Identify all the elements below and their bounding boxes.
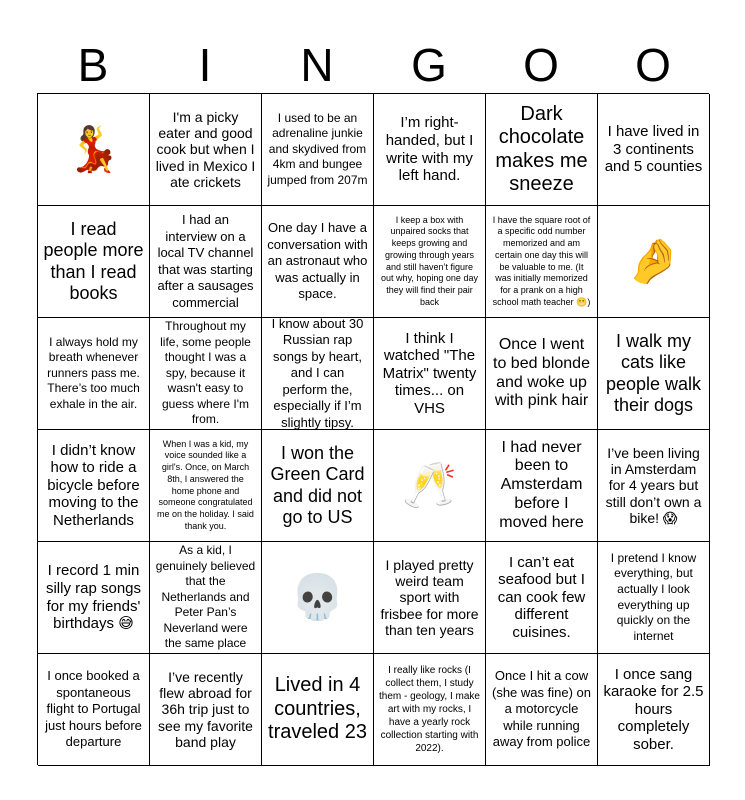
- cell-text: I'm a picky eater and good cook but when I lived in Mexico I ate crickets: [155, 108, 256, 191]
- cell-text: When I was a kid, my voice sounded like a girl's. Once, on March 8th, I answered the home phone and someone congratulated me on the holiday. I said thank you.: [157, 438, 254, 531]
- bingo-cell[interactable]: [150, 318, 262, 430]
- cell-text: I didn’t know how to ride a bicycle before moving to the Netherlands: [47, 441, 140, 529]
- bingo-header: [37, 36, 709, 94]
- cell-text: Once I hit a cow (she was fine) on a motorcycle while running away from police: [492, 668, 591, 750]
- cell-text: As a kid, I genuinely believed that the Netherlands and Peter Pan’s Neverland were the same place: [155, 542, 256, 651]
- cell-text: I’ve been living in Amsterdam for 4 years but still don’t own a bike! 😱: [605, 444, 702, 527]
- bingo-cell[interactable]: [262, 318, 374, 430]
- bingo-card-grid: [37, 93, 709, 765]
- dancer-icon: 💃: [66, 123, 121, 175]
- cell-text: I keep a box with unpaired socks that keeps growing and growing through years and still haven’t figure out why, hoping one day they will find their pair back: [381, 214, 478, 307]
- bingo-cell[interactable]: [150, 654, 262, 766]
- bingo-cell[interactable]: [486, 430, 598, 542]
- header-letter-b: B: [77, 39, 109, 91]
- cell-text: I can’t eat seafood but I can cook few different cuisines.: [497, 553, 586, 641]
- bingo-cell[interactable]: [486, 318, 598, 430]
- cell-text: Dark chocolate makes me sneeze: [495, 102, 588, 195]
- bingo-cell[interactable]: [598, 94, 710, 206]
- cell-text: I walk my cats like people walk their dogs: [605, 331, 702, 415]
- pinched-fingers-icon: 🤌: [626, 235, 681, 287]
- bingo-cell[interactable]: [598, 206, 710, 318]
- cell-text: I once booked a spontaneous flight to Portugal just hours before departure: [45, 668, 142, 750]
- header-letter-o: O: [523, 39, 559, 91]
- cell-text: I pretend I know everything, but actually I look everything up quickly on the internet: [610, 550, 697, 643]
- cell-text: I know about 30 Russian rap songs by heart, and I can perform the, especially if I’m slightly tipsy.: [271, 318, 364, 430]
- cell-text: I really like rocks (I collect them, I study them - geology, I make art with my rocks, I have a yearly rock collection starting with 2022).: [379, 665, 480, 754]
- bingo-cell[interactable]: [150, 206, 262, 318]
- cell-text: I have lived in 3 continents and 5 counties: [604, 123, 703, 176]
- bingo-cell[interactable]: [598, 430, 710, 542]
- bingo-cell[interactable]: [38, 542, 150, 654]
- bingo-cell[interactable]: [486, 654, 598, 766]
- bingo-cell[interactable]: [262, 430, 374, 542]
- bingo-cell[interactable]: [150, 94, 262, 206]
- bingo-cell[interactable]: [38, 94, 150, 206]
- bingo-cell[interactable]: [374, 654, 486, 766]
- cell-text: I’ve recently flew abroad for 36h trip just to see my favorite band play: [158, 668, 253, 751]
- skull-icon: 💀: [290, 571, 345, 623]
- cell-text: I always hold my breath whenever runners pass me. There’s too much exhale in the air.: [47, 334, 140, 411]
- bingo-cell[interactable]: [374, 206, 486, 318]
- bingo-cell[interactable]: [262, 206, 374, 318]
- bingo-cell[interactable]: [374, 542, 486, 654]
- cell-text: I had never been to Amsterdam before I moved here: [499, 438, 584, 531]
- header-letter-g: G: [411, 39, 447, 91]
- bingo-cell[interactable]: [374, 94, 486, 206]
- bingo-cell[interactable]: [150, 430, 262, 542]
- bingo-cell[interactable]: [262, 94, 374, 206]
- bingo-cell[interactable]: [374, 430, 486, 542]
- bingo-cell[interactable]: [598, 654, 710, 766]
- bingo-cell[interactable]: [374, 318, 486, 430]
- cell-text: I read people more than I read books: [43, 219, 144, 303]
- cell-text: I record 1 min silly rap songs for my friends' birthdays 😅: [45, 562, 142, 633]
- cell-text: Throughout my life, some people thought I was a spy, because it wasn't easy to guess where I'm from.: [160, 318, 251, 427]
- cell-text: Lived in 4 countries, traveled 23: [268, 674, 367, 744]
- header-letter-o-2: O: [635, 39, 671, 91]
- bingo-cell[interactable]: [486, 542, 598, 654]
- cell-text: I’m right-handed, but I write with my left hand.: [385, 114, 474, 185]
- bingo-cell[interactable]: [486, 94, 598, 206]
- bingo-cell[interactable]: [150, 542, 262, 654]
- bingo-cell[interactable]: [38, 654, 150, 766]
- cell-text: I think I watched "The Matrix" twenty times... on VHS: [382, 329, 477, 417]
- header-letter-n: N: [300, 39, 334, 91]
- bingo-cell[interactable]: [598, 542, 710, 654]
- bingo-cell[interactable]: [486, 206, 598, 318]
- cell-text: I had an interview on a local TV channel that was starting after a sausages commercial: [157, 212, 254, 310]
- bingo-cell[interactable]: [598, 318, 710, 430]
- bingo-cell[interactable]: [262, 654, 374, 766]
- cell-text: Once I went to bed blonde and woke up with pink hair: [493, 336, 590, 410]
- cell-text: I won the Green Card and did not go to US: [270, 443, 365, 527]
- bingo-cell[interactable]: [262, 542, 374, 654]
- clinking-glasses-icon: 🥂: [402, 459, 457, 511]
- header-letter-i: I: [198, 39, 212, 91]
- bingo-cell[interactable]: [38, 430, 150, 542]
- bingo-cell[interactable]: [38, 318, 150, 430]
- cell-text: I played pretty weird team sport with frisbee for more than ten years: [380, 556, 479, 639]
- bingo-cell[interactable]: [38, 206, 150, 318]
- cell-text: I used to be an adrenaline junkie and skydived from 4km and bungee jumped from 207m: [267, 110, 368, 187]
- cell-text: I once sang karaoke for 2.5 hours completely sober.: [603, 665, 704, 753]
- cell-text: One day I have a conversation with an astronaut who was actually in space.: [267, 220, 368, 302]
- cell-text: I have the square root of a specific odd number memorized and am certain one day this will be valuable to me. (It was initially memorized for a prank on a high school math teacher 😬): [492, 214, 591, 307]
